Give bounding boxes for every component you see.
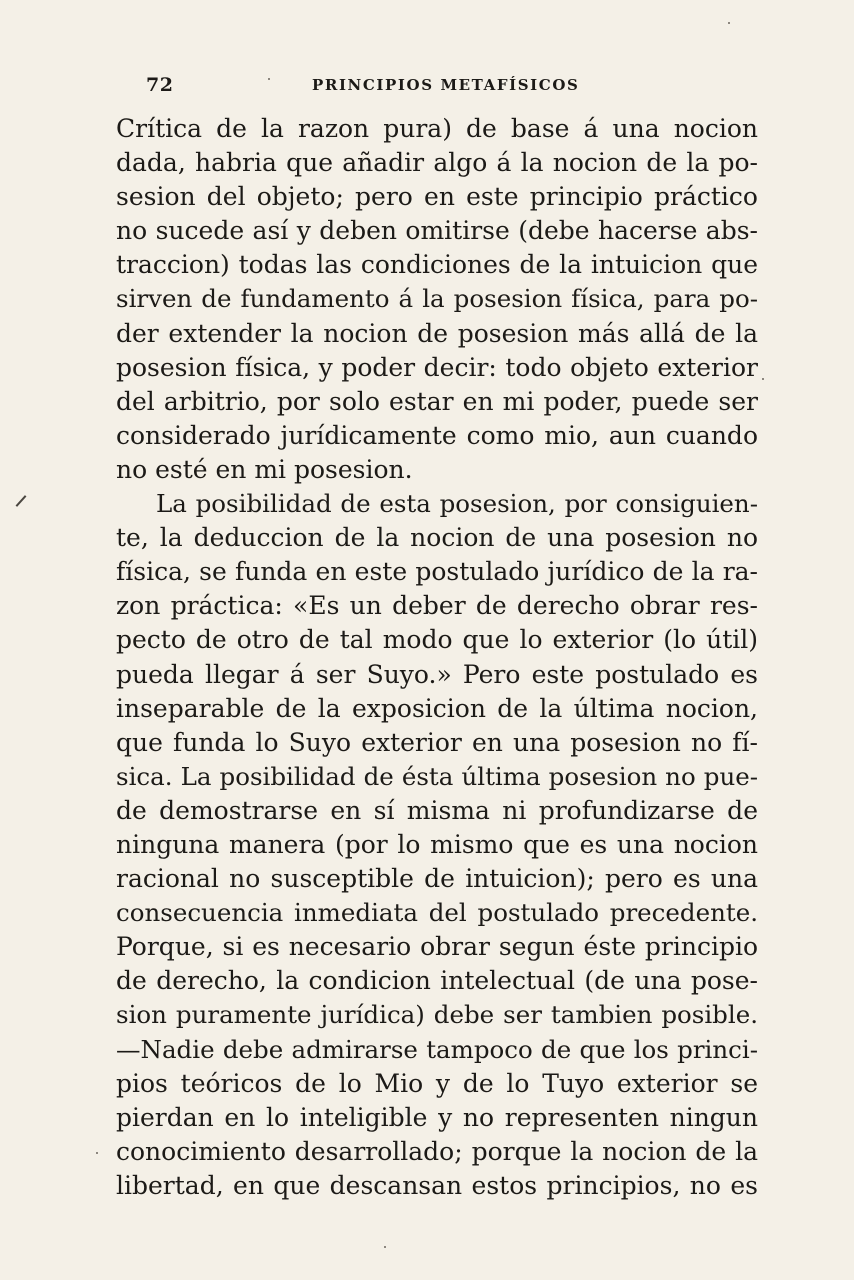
text-line: de derecho, la condicion intelectual (de una pose-	[116, 966, 758, 996]
text-line: que funda lo Suyo exterior en una posesion no fí-	[116, 727, 758, 757]
text-line: pierdan en lo inteligible y no representen ningun	[116, 1102, 758, 1132]
text-line: Crítica de la razon pura) de base á una nocion	[116, 114, 758, 143]
text-line: sion puramente jurídica) debe ser tambien posible.	[116, 1000, 758, 1030]
text-line: sica. La posibilidad de ésta última posesion no pue-	[116, 761, 758, 791]
text-line: racional no susceptible de intuicion); pero es una	[116, 864, 758, 894]
text-line: pueda llegar á ser Suyo.» Pero este postulado es	[116, 659, 758, 689]
text-line: sesion del objeto; pero en este principio práctico	[116, 182, 758, 212]
stray-pen-mark	[16, 495, 27, 507]
paper-speck	[268, 78, 270, 80]
text-line: zon práctica: «Es un deber de derecho obrar res-	[116, 591, 758, 621]
text-line: traccion) todas las condiciones de la intuicion que	[116, 250, 758, 280]
paper-speck	[96, 1152, 98, 1154]
text-line: —Nadie debe admirarse tampoco de que los princi-	[116, 1034, 758, 1064]
text-line: considerado jurídicamente como mio, aun cuando	[116, 420, 758, 450]
text-line: inseparable de la exposicion de la última nocion,	[116, 693, 758, 723]
text-line: ninguna manera (por lo mismo que es una nocion	[116, 829, 758, 859]
paper-speck	[762, 378, 764, 380]
text-line: sirven de fundamento á la posesion física, para po-	[116, 284, 758, 314]
text-line: Porque, si es necesario obrar segun éste principio	[116, 932, 758, 962]
text-line: pecto de otro de tal modo que lo exterior (lo útil)	[116, 625, 758, 655]
page-number: 72	[146, 74, 174, 96]
text-line: física, se funda en este postulado jurídico de la ra-	[116, 557, 758, 587]
paper-speck	[384, 1246, 386, 1248]
paragraph-start-line: La posibilidad de esta posesion, por consiguien-	[156, 489, 758, 519]
text-line: conocimiento desarrollado; porque la nocion de la	[116, 1136, 758, 1166]
text-line: no sucede así y deben omitirse (debe hacerse abs-	[116, 216, 758, 246]
text-line: del arbitrio, por solo estar en mi poder, puede ser	[116, 386, 758, 416]
text-line: libertad, en que descansan estos principios, no es	[116, 1170, 758, 1200]
body-text	[116, 112, 758, 1203]
text-line: consecuencia inmediata del postulado precedente.	[116, 898, 758, 928]
text-line: posesion física, y poder decir: todo objeto exterior	[116, 352, 758, 382]
text-line: pios teóricos de lo Mio y de lo Tuyo exterior se	[116, 1068, 758, 1098]
text-line: der extender la nocion de posesion más allá de la	[116, 318, 758, 348]
page-header	[146, 74, 758, 98]
text-line: de demostrarse en sí misma ni profundizarse de	[116, 795, 758, 825]
paper-speck	[728, 22, 730, 24]
running-head: PRINCIPIOS METAFÍSICOS	[312, 76, 580, 94]
text-line: dada, habria que añadir algo á la nocion de la po-	[116, 148, 758, 178]
text-line: te, la deduccion de la nocion de una posesion no	[116, 523, 758, 553]
paragraph-end-line: no esté en mi posesion.	[116, 454, 413, 484]
